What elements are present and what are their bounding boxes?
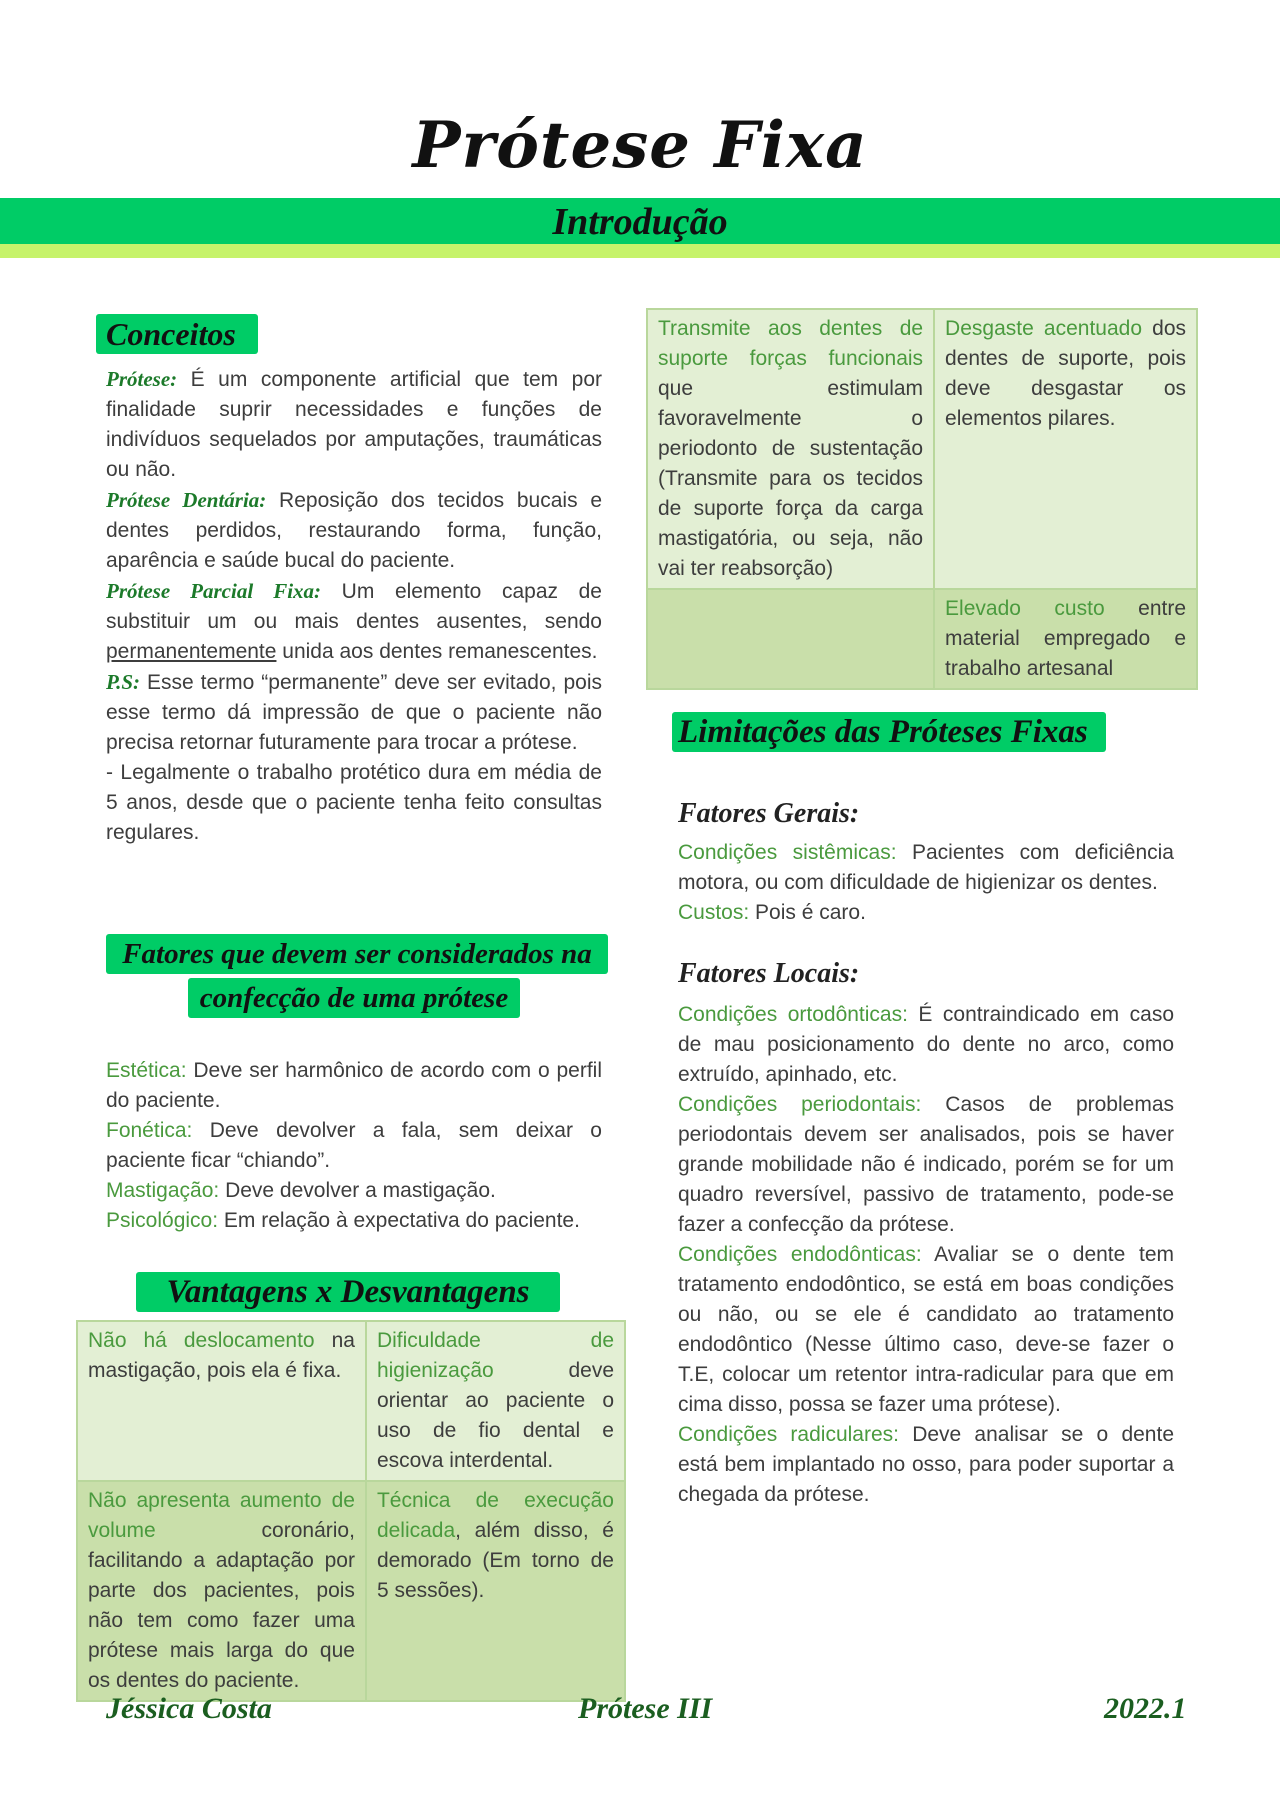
table-row: [77, 1321, 625, 1481]
vantagem-cell: Não apresenta aumento de volume coronário, facilitando a adaptação por parte dos pacientes, pois não tem como fazer uma prótese mais larga do que os dentes do paciente.: [77, 1481, 366, 1701]
section-band-accent: [0, 244, 1280, 258]
condicoes-sistemicas: Condições sistêmicas: Pacientes com deficiência motora, ou com dificuldade de higienizar os dentes.: [678, 841, 1174, 894]
vantagens-table-right: [646, 308, 1198, 690]
fator-estetica: Estética: Deve ser harmônico de acordo com o perfil do paciente.: [106, 1059, 602, 1112]
fator-psicologico: Psicológico: Em relação à expectativa do paciente.: [106, 1209, 580, 1232]
ps-note: P.S: Esse termo “permanente” deve ser evitado, pois esse termo dá impressão de que o paciente não precisa retornar futuramente para trocar a prótese.: [106, 670, 602, 754]
fator-mastigacao: Mastigação: Deve devolver a mastigação.: [106, 1179, 496, 1202]
conceitos-heading: Conceitos: [96, 314, 258, 354]
fatores-gerais-list: [678, 838, 1174, 928]
custos: Custos: Pois é caro.: [678, 901, 866, 924]
definition-protese-dentaria: Prótese Dentária: Reposição dos tecidos bucais e dentes perdidos, restaurando forma, função, aparência e saúde bucal do paciente.: [106, 488, 602, 572]
table-row: [647, 589, 1197, 689]
definition-protese: Prótese: É um componente artificial que tem por finalidade suprir necessidades e funções de indivíduos sequelados por amputações, traumáticas ou não.: [106, 367, 602, 481]
vantagem-cell: Não há deslocamento na mastigação, pois ela é fixa.: [77, 1321, 366, 1481]
legal-note: - Legalmente o trabalho protético dura em média de 5 anos, desde que o paciente tenha feito consultas regulares.: [106, 761, 602, 844]
desvantagem-cell: Desgaste acentuado dos dentes de suporte, pois deve desgastar os elementos pilares.: [934, 309, 1197, 589]
footer-term: 2022.1: [1104, 1692, 1187, 1725]
fatores-gerais-title: Fatores Gerais:: [678, 798, 860, 829]
conceitos-text: [106, 364, 602, 848]
vantagem-cell: [647, 589, 934, 689]
fatores-list: [106, 1056, 602, 1236]
vantagens-heading: Vantagens x Desvantagens: [136, 1272, 560, 1312]
page-title: Prótese Fixa: [412, 108, 868, 183]
desvantagem-cell: Elevado custo entre material empregado e trabalho artesanal: [934, 589, 1197, 689]
section-band-title: Introdução: [552, 201, 728, 243]
vantagens-table-left: [76, 1320, 626, 1702]
fatores-locais-list: [678, 1000, 1174, 1510]
table-row: [647, 309, 1197, 589]
condicoes-radiculares: Condições radiculares: Deve analisar se o dente está bem implantado no osso, para poder suportar a chegada da prótese.: [678, 1423, 1174, 1506]
vantagem-cell: Transmite aos dentes de suporte forças funcionais que estimulam favoravelmente o periodonto de sustentação (Transmite para os tecidos de suporte força da carga mastigatória, ou seja, não vai ter reabsorção): [647, 309, 934, 589]
condicoes-periodontais: Condições periodontais: Casos de problemas periodontais devem ser analisados, pois se haver grande mobilidade não é indicado, porém se for um quadro reversível, passivo de tratamento, pode-se fazer a confecção da prótese.: [678, 1093, 1174, 1236]
fatores-heading-line1: Fatores que devem ser considerados na: [106, 934, 608, 974]
definition-protese-parcial-fixa: Prótese Parcial Fixa: Um elemento capaz de substituir um ou mais dentes ausentes, sendo permanentemente unida aos dentes remanescentes.: [106, 579, 602, 663]
footer-course: Prótese III: [578, 1692, 713, 1725]
fatores-locais-title: Fatores Locais:: [678, 958, 860, 989]
desvantagem-cell: Técnica de execução delicada, além disso, é demorado (Em torno de 5 sessões).: [366, 1481, 625, 1701]
fatores-heading-line2: confecção de uma prótese: [188, 978, 520, 1018]
footer-author: Jéssica Costa: [106, 1692, 272, 1725]
fator-fonetica: Fonética: Deve devolver a fala, sem deixar o paciente ficar “chiando”.: [106, 1119, 602, 1172]
desvantagem-cell: Dificuldade de higienização deve orientar ao paciente o uso de fio dental e escova interdental.: [366, 1321, 625, 1481]
limitacoes-heading: Limitações das Próteses Fixas: [672, 712, 1106, 752]
condicoes-ortodonticas: Condições ortodônticas: É contraindicado em caso de mau posicionamento do dente no arco, como extruído, apinhado, etc.: [678, 1003, 1174, 1086]
condicoes-endodonticas: Condições endodônticas: Avaliar se o dente tem tratamento endodôntico, se está em boas condições ou não, ou se ele é candidato ao tratamento endodôntico (Nesse último caso, deve-se fazer o T.E, colocar um retentor intra-radicular para que em cima disso, possa se fazer uma prótese).: [678, 1243, 1174, 1416]
table-row: [77, 1481, 625, 1701]
